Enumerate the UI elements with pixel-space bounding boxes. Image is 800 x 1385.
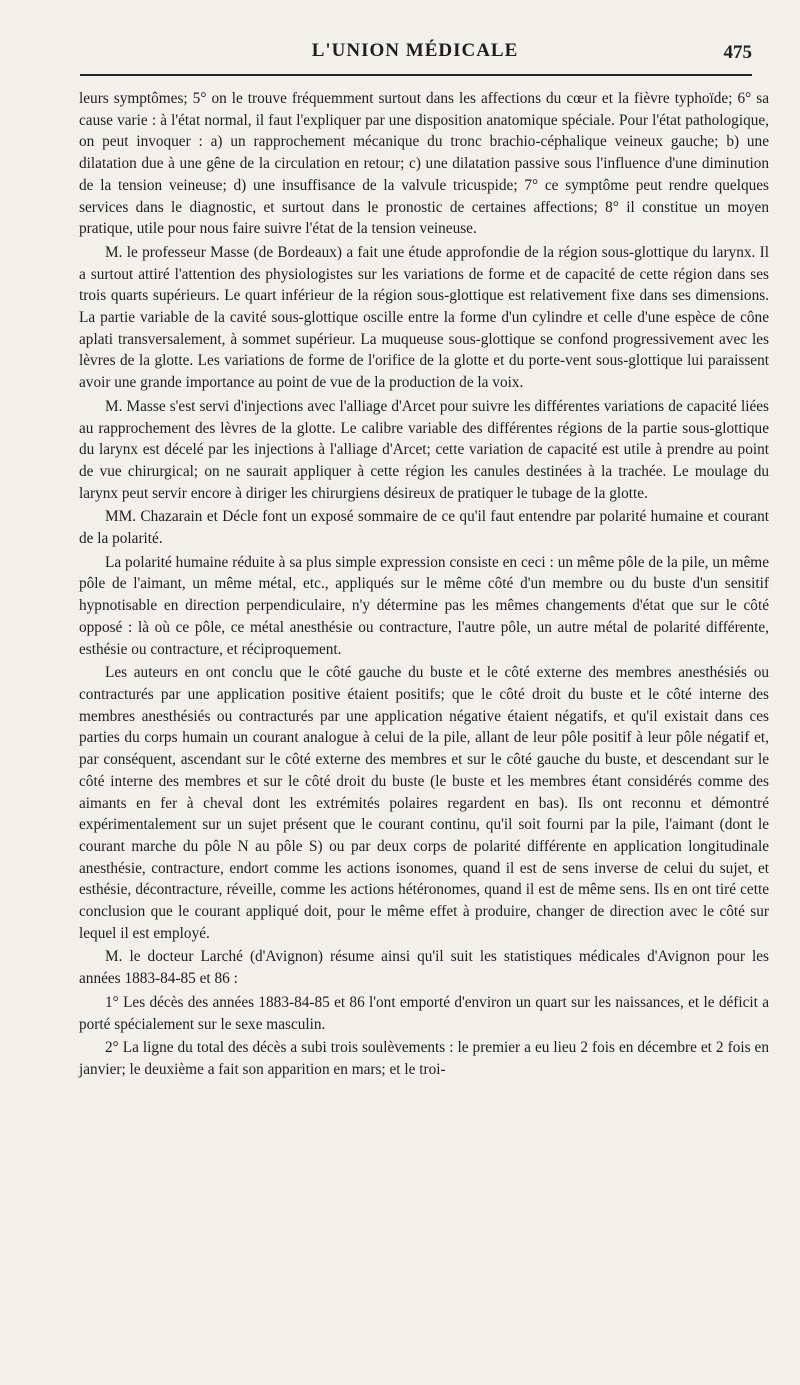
paragraph-1: leurs symptômes; 5° on le trouve fréquemment surtout dans les affections du cœur et la fièvre typhoïde; 6° sa cause varie : à l'état normal, il faut l'expliquer par une disposition anatomique spéciale. Pour l'état pathologique, on peut invoquer : a) un rapprochement mécanique du tronc brachio-céphalique veineux gauche; b) une dilatation due à une gêne de la circulation en retour; c) une dilatation passive sous l'influence d'une diminution de la tension veineuse; d) une insuffisance de la valvule tricuspide; 7° ce symptôme peut rendre quelques services dans le diagnostic, et surtout dans le pronostic de certaines affections; 8° il constitue un moyen pratique, utile pour nous faire suivre l'état de la tension veineuse. [79, 90, 769, 238]
paragraph-6: Les auteurs en ont conclu que le côté gauche du buste et le côté externe des membres anesthésiés ou contracturés par une application positive étaient positifs; que le côté droit du buste et le côté interne des membres anesthésiés ou contracturés par une application négative étaient négatifs, et qu'il existait dans ces parties du corps humain un courant analogue à celui de la pile, allant de leur pôle positif à leur pôle négatif et, par conséquent, ascendant sur le côté externe des membres et sur le côté gauche du buste, et descendant sur le côté interne des membres et sur le côté droit du buste (le buste et les membres étant considérés comme des aimants en fer à cheval dont les extrémités polaires regardent en bas). Ils ont reconnu et démontré expérimentalement sur un sujet présent que le courant continu, qu'il soit fourni par la pile, l'aimant (dont le courant marche du pôle N au pôle S) ou par deux corps de polarité différente en application longitudinale anesthésie, contracture, endort comme les actions isonomes, quand il est de sens inverse de celui du sujet, et esthésie, décontracture, réveille, comme les actions hétéronomes, quand il est de même sens. Ils en ont tiré cette conclusion que le courant appliqué doit, pour le même effet à produire, changer de direction avec le côté sur lequel il est employé. [79, 664, 769, 942]
page-header [78, 38, 752, 68]
paragraph-4: MM. Chazarain et Décle font un exposé sommaire de ce qu'il faut entendre par polarité humaine et courant de la polarité. [79, 508, 769, 548]
page-number: 475 [723, 42, 752, 63]
paragraph-9: 2° La ligne du total des décès a subi trois soulèvements : le premier a eu lieu 2 fois en décembre et 2 fois en janvier; le deuxième a fait son apparition en mars; et le troi- [79, 1039, 769, 1078]
paragraph-8: 1° Les décès des années 1883-84-85 et 86 l'ont emporté d'environ un quart sur les naissances, et le déficit a porté spécialement sur le sexe masculin. [79, 993, 769, 1033]
paragraph-5: La polarité humaine réduite à sa plus simple expression consiste en ceci : un même pôle de la pile, un même pôle de l'aimant, un même métal, etc., appliqués sur le même côté d'un membre ou du buste d'un sensitif hypnotisable en direction perpendiculaire, n'y détermine pas les mêmes changements d'état que sur le côté opposé : là où ce pôle, ce métal anesthésie ou contracture, l'autre pôle, un autre métal de polarité différente, esthésie ou contracture, et réciproquement. [79, 553, 769, 658]
header-rule [80, 74, 752, 76]
body-text [79, 88, 769, 1083]
paragraph-3: M. Masse s'est servi d'injections avec l'alliage d'Arcet pour suivre les différentes variations de capacité liées au rapprochement des lèvres de la glotte. Le calibre variable des différentes régions de la partie sous-glottique du larynx est décelé par les injections à l'alliage d'Arcet; cette variation de capacité est utile à prendre au point de vue chirurgical; on ne saurait appliquer à cette région les canules destinées à la trachée. Le moulage du larynx peut servir encore à diriger les chirurgiens désireux de pratiquer le tubage de la glotte. [79, 397, 769, 502]
running-title: L'UNION MÉDICALE [311, 40, 519, 61]
paragraph-2: M. le professeur Masse (de Bordeaux) a fait une étude approfondie de la région sous-glottique du larynx. Il a surtout attiré l'attention des physiologistes sur les variations de forme et de capacité de cette région dans ses trois quarts supérieurs. Le quart inférieur de la région sous-glottique est relativement fixe dans ses dimensions. La partie variable de la cavité sous-glottique oscille entre la forme d'un cylindre et celle d'une espèce de cône aplati transversalement, à sommet supérieur. La muqueuse sous-glottique se confond progressivement avec les lèvres de la glotte. Les variations de forme de l'orifice de la glotte et du porte-vent sous-glottique lui paraissent avoir une grande importance au point de vue de la production de la voix. [79, 243, 769, 392]
paragraph-7: M. le docteur Larché (d'Avignon) résume ainsi qu'il suit les statistiques médicales d'Avignon pour les années 1883-84-85 et 86 : [79, 948, 769, 988]
